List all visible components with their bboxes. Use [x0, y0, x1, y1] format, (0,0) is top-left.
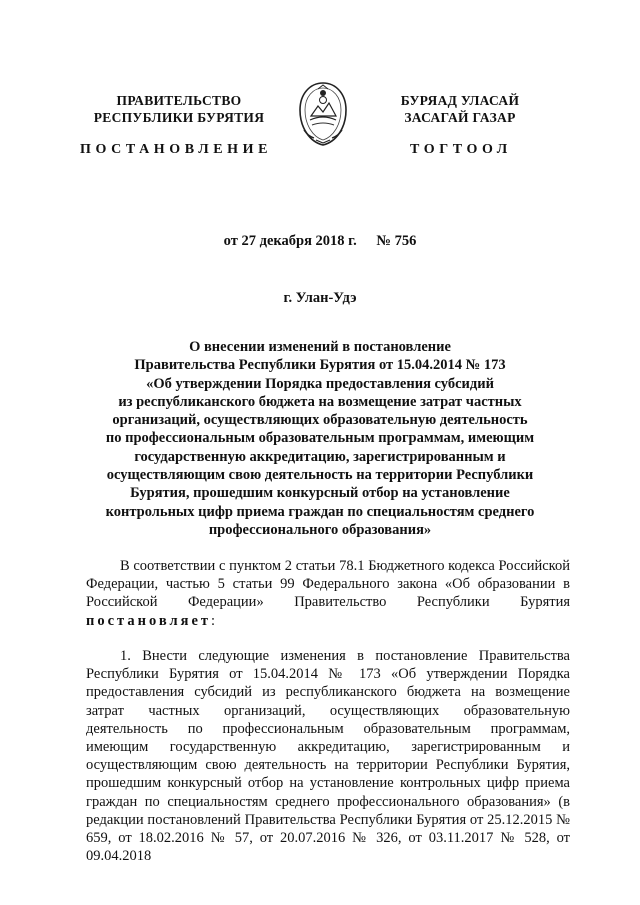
title-line: Правительства Республики Бурятия от 15.04.2014 № 173 — [134, 357, 506, 374]
title-line: профессионального образования» — [208, 521, 432, 538]
header-right-line1: БУРЯАД УЛАСАЙ — [400, 93, 520, 108]
header-left-line2: РЕСПУБЛИКИ БУРЯТИЯ — [93, 110, 265, 125]
title-line: организаций, осуществляющих образовательную деятельность — [112, 412, 528, 429]
title-line: из республиканского бюджета на возмещение затрат частных — [118, 393, 522, 410]
title-line: осуществляющим свою деятельность на территории Республики — [106, 467, 534, 484]
clause-1-text: 1. Внести следующие изменения в постановление Правительства Республики Бурятия от 15.04.2014 № 173 «Об утверждении Порядка предоставления субсидий из республиканского бюджета на возмещение затрат частных организаций, осуществляющих образовательную деятельность по профессиональным образовательным программам, имеющим государственную аккредитацию, зарегистрированным и осуществляющим свою деятельность на территории Республики Бурятия, прошедшим конкурсный отбор на установление контрольных цифр приема граждан по специальностям среднего профессионального образования» (в редакции постановлений Правительства Республики Бурятия от 25.12.2015 № 659, от 18.02.2016 № 57, от 20.07.2016 № 326, от 03.11.2017 № 528, от 09.04.2018 — [86, 648, 570, 865]
title-line: Бурятия, прошедшим конкурсный отбор на установление — [130, 485, 510, 502]
header-right-line2: ЗАСАГАЙ ГАЗАР — [404, 110, 516, 125]
document-title — [95, 338, 545, 539]
title-line: «Об утверждении Порядка предоставления субсидий — [146, 375, 494, 392]
doc-type-right: ТОГТООЛ — [410, 142, 512, 157]
clause-1-paragraph — [86, 647, 570, 865]
resolves-keyword: постановляет — [86, 612, 212, 629]
date-line — [0, 233, 640, 250]
document-number: № 756 — [376, 233, 417, 249]
header-left-line1: ПРАВИТЕЛЬСТВО — [116, 93, 242, 108]
preamble-text: В соответствии с пунктом 2 статьи 78.1 Бюджетного кодекса Российской Федерации, частью 5 статьи 99 Федерального закона «Об образовании в Российской Федерации» Правительство Республики Бурятия — [86, 558, 570, 611]
title-line: О внесении изменений в постановление — [189, 339, 451, 355]
title-line: контрольных цифр приема граждан по специальностям среднего — [105, 503, 535, 520]
title-line: государственную аккредитацию, зарегистрированным и — [134, 448, 506, 465]
preamble-colon: : — [211, 612, 216, 629]
document-date: от 27 декабря 2018 г. — [223, 233, 357, 249]
republic-coat-of-arms-icon — [294, 80, 352, 148]
header-right — [370, 92, 550, 126]
header-left — [84, 92, 274, 126]
preamble-paragraph — [86, 557, 570, 630]
doc-type-left: ПОСТАНОВЛЕНИЕ — [80, 142, 273, 157]
title-line: по профессиональным образовательным программам, имеющим — [105, 430, 535, 447]
city: г. Улан-Удэ — [283, 290, 357, 306]
